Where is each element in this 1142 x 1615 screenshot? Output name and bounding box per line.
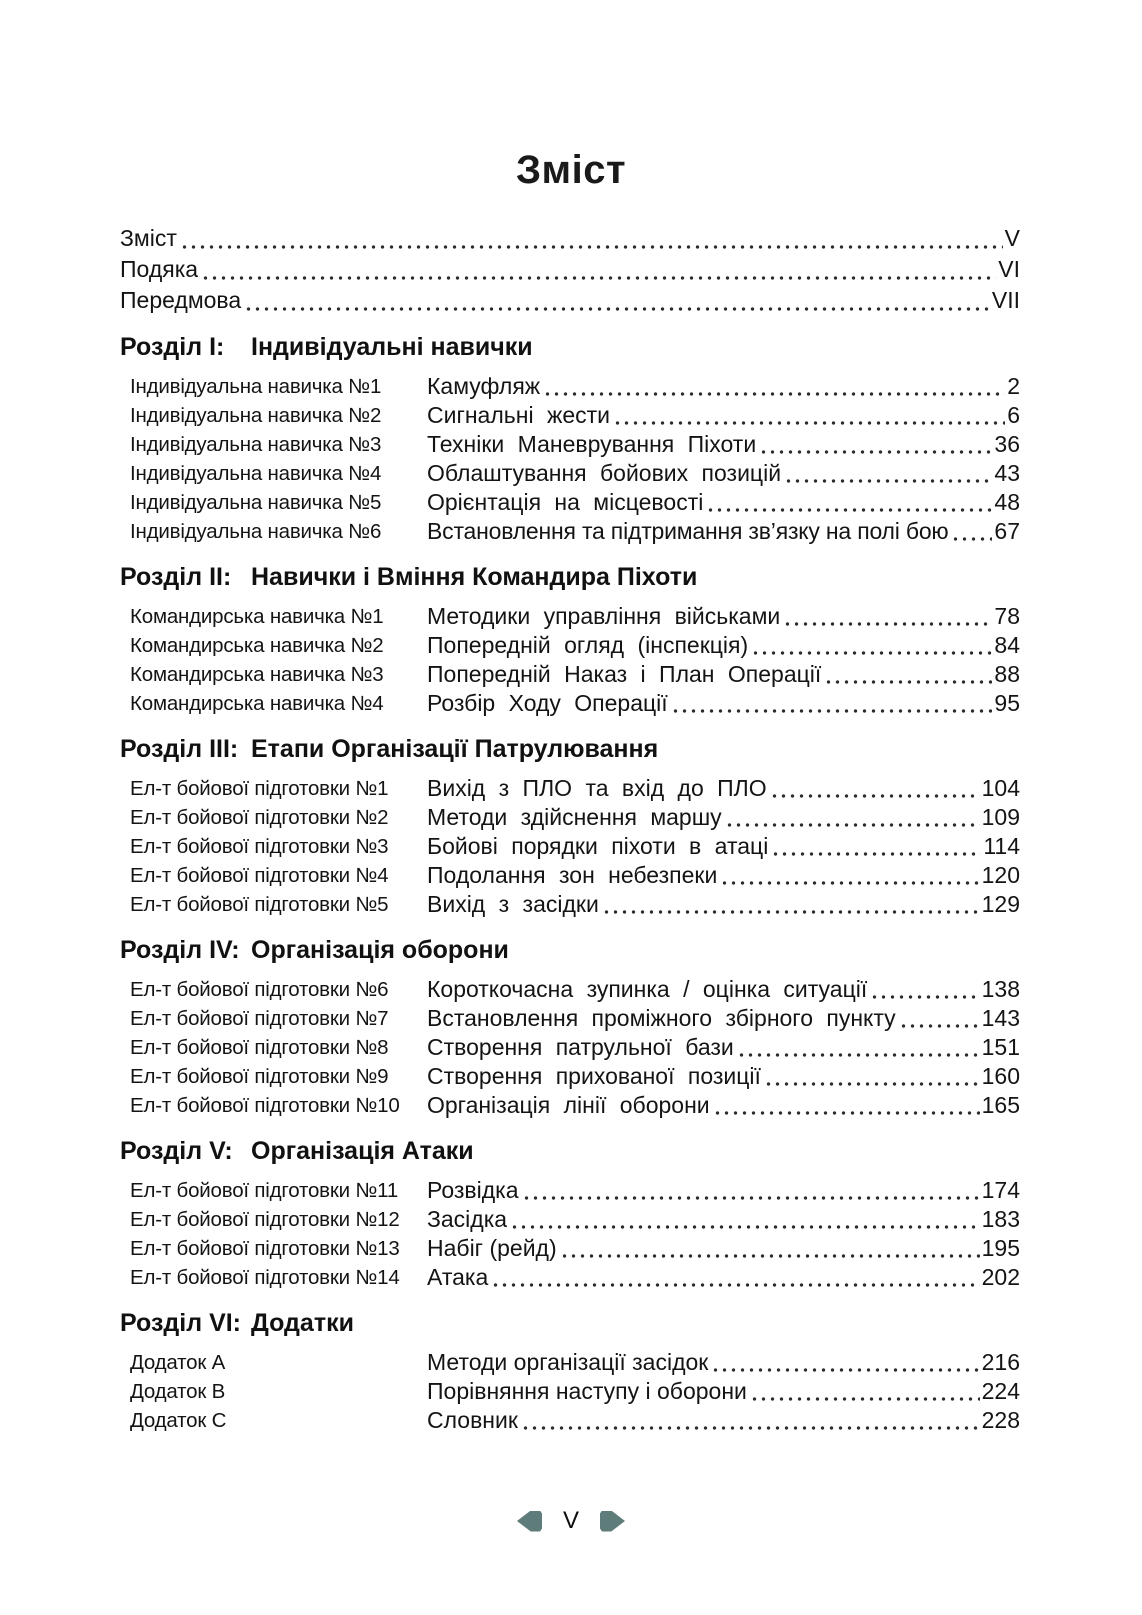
toc-entry-page: 138 [981,976,1020,1002]
toc-entry [120,430,1020,459]
toc-entry-page: V [1004,225,1020,251]
toc-entry-label: Додаток A [130,1351,226,1374]
toc-entry [120,1091,1020,1120]
section-title: Додатки [251,1309,354,1337]
toc-entry [120,372,1020,401]
toc-entry-page: 129 [981,891,1020,917]
table-of-contents [0,223,1142,1435]
toc-entry-label: Ел-т бойової підготовки №7 [130,1007,389,1030]
toc-entry-title: Розвідка [427,1177,519,1203]
dot-leader [180,245,1003,249]
next-page-icon[interactable] [600,1511,625,1532]
toc-entry-title: Розбір Ходу Операції [427,690,668,716]
toc-section [120,1306,1020,1435]
toc-entry-label: Ел-т бойової підготовки №6 [130,978,389,1001]
toc-entry-title: Організація лінії оборони [427,1092,710,1118]
toc-entry-page: 195 [981,1235,1020,1261]
toc-entry [120,1348,1020,1377]
page-navigation [0,1507,1142,1535]
dot-leader [899,1024,980,1028]
toc-entry-label: Ел-т бойової підготовки №14 [130,1266,400,1289]
toc-entry-page: 216 [981,1349,1020,1375]
toc-entry-title: Вихід з ПЛО та вхід до ПЛО [427,775,767,801]
section-heading [120,732,1020,766]
toc-entry-page: 143 [981,1005,1020,1031]
toc-section [120,732,1020,919]
toc-entry-page: 78 [994,603,1020,629]
toc-entry-page: 120 [981,862,1020,888]
toc-section [120,1134,1020,1292]
toc-entry-page: 43 [994,460,1020,486]
toc-entry [120,254,1020,285]
toc-entry-label: Індивідуальна навичка №4 [130,462,382,485]
toc-entry-page: 95 [994,690,1020,716]
dot-leader [764,1082,980,1086]
dot-leader [201,276,996,280]
toc-entry-page: 160 [981,1063,1020,1089]
dot-leader [522,1196,980,1200]
dot-leader [737,1053,980,1057]
toc-entry-page: 114 [983,833,1020,859]
prev-page-icon[interactable] [517,1511,542,1532]
toc-entry-title: Встановлення проміжного збірного пункту [427,1005,896,1031]
dot-leader [671,709,993,713]
toc-entry-label: Додаток B [130,1380,226,1403]
section-heading [120,933,1020,967]
toc-entry-title: Подяка [120,256,199,282]
toc-entry [120,517,1020,546]
section-title: Навички і Вміння Командира Піхоти [251,563,698,591]
section-label: Розділ IV: [120,936,240,964]
toc-entry-page: 88 [994,661,1020,687]
toc-entry-page: 104 [981,775,1020,801]
toc-entry-title: Словник [427,1407,518,1433]
toc-entry-title: Методи здійснення маршу [427,804,722,830]
section-title: Організація оборони [251,936,509,964]
dot-leader [720,881,979,885]
toc-entry [120,1004,1020,1033]
toc-section [120,933,1020,1120]
toc-entry [120,459,1020,488]
dot-leader [725,823,980,827]
toc-entry-label: Командирська навичка №2 [130,634,384,657]
dot-leader [560,1254,980,1258]
dot-leader [711,1368,979,1372]
toc-entry-page: 67 [994,518,1020,544]
toc-entry-page: 183 [981,1206,1020,1232]
toc-entry-title: Створення прихованої позиції [427,1063,761,1089]
toc-entry-title: Набіг (рейд) [427,1235,557,1261]
dot-leader [713,1111,980,1115]
toc-entry-title: Вихід з засідки [427,891,599,917]
toc-entry-label: Ел-т бойової підготовки №3 [130,835,389,858]
toc-entry [120,285,1020,316]
toc-entry-label: Ел-т бойової підготовки №11 [130,1179,399,1202]
toc-entry-title: Створення патрульної бази [427,1034,734,1060]
toc-entry [120,602,1020,631]
toc-entry [120,1263,1020,1292]
toc-entry-page: 202 [981,1264,1020,1290]
toc-entry-title: Попередній Наказ і План Операції [427,661,822,687]
section-title: Організація Атаки [251,1137,474,1165]
toc-section [120,330,1020,546]
toc-entry [120,803,1020,832]
toc-entry-page: 2 [1007,373,1020,399]
toc-entry-label: Ел-т бойової підготовки №8 [130,1036,389,1059]
toc-entry [120,401,1020,430]
toc-entry-title: Порівняння наступу і оборони [427,1378,747,1404]
toc-entry-title: Техніки Маневрування Піхоти [427,431,757,457]
dot-leader [543,392,1005,396]
toc-entry [120,488,1020,517]
toc-entry-label: Ел-т бойової підготовки №2 [130,806,389,829]
toc-entry-title: Бойові порядки піхоти в атаці [427,833,769,859]
dot-leader [521,1426,980,1430]
toc-entry-title: Попередній огляд (інспекція) [427,632,749,658]
toc-entry [120,890,1020,919]
toc-entry-label: Ел-т бойової підготовки №5 [130,893,389,916]
dot-leader [771,852,981,856]
dot-leader [510,1225,980,1229]
dot-leader [770,794,980,798]
toc-entry [120,1234,1020,1263]
toc-entry-title: Облаштування бойових позицій [427,460,782,486]
page-title: Зміст [515,148,627,192]
toc-entry-page: 84 [994,632,1020,658]
dot-leader [491,1283,979,1287]
toc-entry-label: Індивідуальна навичка №6 [130,520,382,543]
toc-entry-page: 165 [981,1092,1020,1118]
section-heading [120,330,1020,364]
toc-entry-title: Камуфляж [427,373,541,399]
toc-entry-label: Індивідуальна навичка №3 [130,433,382,456]
toc-entry [120,1377,1020,1406]
toc-entry-title: Засідка [427,1206,508,1232]
toc-entry [120,832,1020,861]
toc-entry-label: Ел-т бойової підготовки №9 [130,1065,389,1088]
toc-entry-label: Індивідуальна навичка №5 [130,491,382,514]
toc-entry-label: Ел-т бойової підготовки №10 [130,1094,400,1117]
dot-leader [602,910,980,914]
toc-entry-label: Ел-т бойової підготовки №13 [130,1237,400,1260]
toc-entry-title: Методики управління військами [427,603,781,629]
section-heading [120,560,1020,594]
toc-entry-page: 224 [981,1378,1020,1404]
toc-entry [120,1176,1020,1205]
toc-entry-title: Короткочасна зупинка / оцінка ситуації [427,976,868,1002]
section-title: Індивідуальні навички [251,333,533,361]
toc-entry [120,1033,1020,1062]
toc-entry [120,975,1020,1004]
section-label: Розділ VI: [120,1309,242,1337]
section-label: Розділ III: [120,735,239,763]
toc-entry [120,1062,1020,1091]
toc-entry [120,1406,1020,1435]
dot-leader [824,680,992,684]
toc-entry-title: Встановлення та підтримання зв’язку на полі бою [427,518,949,544]
toc-entry [120,861,1020,890]
toc-entry-page: 109 [981,804,1020,830]
toc-entry-title: Сигнальні жести [427,402,611,428]
section-label: Розділ II: [120,563,232,591]
dot-leader [613,421,1005,425]
toc-entry-label: Індивідуальна навичка №1 [130,375,382,398]
toc-entry-page: 228 [981,1407,1020,1433]
dot-leader [706,508,992,512]
dot-leader [750,1397,980,1401]
toc-section [120,560,1020,718]
dot-leader [244,307,990,311]
page-number: V [562,1507,579,1534]
dot-leader [951,537,992,541]
toc-entry-label: Додаток C [130,1409,227,1432]
toc-entry [120,223,1020,254]
dot-leader [783,622,992,626]
toc-entry-page: 6 [1007,402,1020,428]
toc-entry-title: Методи організації засідок [427,1349,709,1375]
dot-leader [870,995,979,999]
dot-leader [751,651,992,655]
toc-entry-label: Командирська навичка №4 [130,692,384,715]
toc-entry-label: Командирська навичка №1 [130,605,384,628]
toc-entry-page: 36 [994,431,1020,457]
toc-entry-page: 151 [981,1034,1020,1060]
toc-entry-label: Індивідуальна навичка №2 [130,404,382,427]
toc-entry-page: VI [998,256,1020,282]
toc-entry [120,660,1020,689]
toc-entry [120,689,1020,718]
toc-entry-title: Подолання зон небезпеки [427,862,718,888]
toc-entry [120,1205,1020,1234]
toc-entry [120,631,1020,660]
toc-entry-label: Ел-т бойової підготовки №4 [130,864,389,887]
toc-entry-title: Передмова [120,287,242,313]
toc-entry-label: Командирська навичка №3 [130,663,384,686]
toc-entry-label: Ел-т бойової підготовки №12 [130,1208,400,1231]
section-label: Розділ V: [120,1137,233,1165]
toc-entry-title: Зміст [120,225,177,251]
section-heading [120,1306,1020,1340]
section-heading [120,1134,1020,1168]
dot-leader [759,450,992,454]
toc-entry-page: VII [991,287,1020,313]
toc-entry-page: 174 [981,1177,1020,1203]
toc-entry-title: Орієнтація на місцевості [427,489,704,515]
toc-entry-title: Атака [427,1264,489,1290]
toc-entry [120,774,1020,803]
section-label: Розділ I: [120,333,225,361]
section-title: Етапи Організації Патрулювання [251,735,659,763]
toc-entry-page: 48 [994,489,1020,515]
dot-leader [784,479,992,483]
toc-entry-label: Ел-т бойової підготовки №1 [130,777,389,800]
